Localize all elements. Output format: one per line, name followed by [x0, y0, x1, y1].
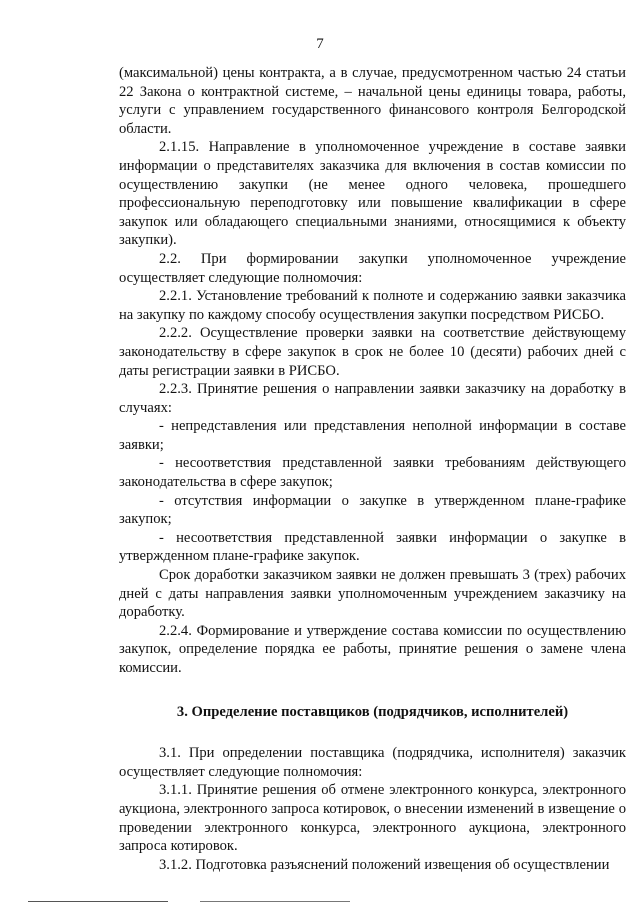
- paragraph: 3.1.1. Принятие решения об отмене электронного конкурса, электронного аукциона, электронного запроса котировок, о внесении изменений в извещение о проведении электронного конкурса, электронного аукциона, электронного запроса котировок.: [119, 782, 626, 855]
- paragraph: 3.1.2. Подготовка разъяснений положений извещения об осуществлении: [159, 856, 610, 873]
- scan-artifact-line: [28, 901, 168, 902]
- paragraph: 2.2.1. Установление требований к полноте и содержанию заявки заказчика на закупку по каждому способу осуществления закупки посредством РИСБО.: [119, 288, 626, 323]
- paragraph: 2.2. При формировании закупки уполномоченное учреждение осуществляет следующие полномочия:: [119, 250, 626, 286]
- section-heading: 3. Определение поставщиков (подрядчиков, исполнителей): [176, 703, 569, 720]
- page-number: 7: [316, 36, 324, 52]
- paragraph: 2.2.3. Принятие решения о направлении заявки заказчику на доработку в случаях:: [119, 381, 626, 416]
- document-body: [119, 64, 626, 874]
- paragraph: 2.2.2. Осуществление проверки заявки на соответствие действующему законодательству в сфере закупок в срок не более 10 (десяти) рабочих дней с даты регистрации заявки в РИСБО.: [119, 325, 626, 379]
- paragraph: 2.1.15. Направление в уполномоченное учреждение в составе заявки информации о представителях заказчика для включения в состав комиссии по осуществлению закупки (не менее одного человека, прошедшего профессиональную переподготовку или повышение квалификации в сфере закупок или обладающего специальными знаниями, относящимися к объекту закупки).: [119, 139, 626, 249]
- list-item: - непредставления или представления неполной информации в составе заявки;: [119, 418, 626, 453]
- list-item: - отсутствия информации о закупке в утвержденном плане-графике закупок;: [119, 492, 626, 528]
- paragraph: 2.2.4. Формирование и утверждение состава комиссии по осуществлению закупок, определение порядка ее работы, принятие решения о замене члена комиссии.: [119, 622, 626, 676]
- list-item: - несоответствия представленной заявки требованиям действующего законодательства в сфере закупок;: [119, 455, 626, 491]
- scan-artifact-line: [200, 901, 350, 902]
- paragraph: Срок доработки заказчиком заявки не должен превышать 3 (трех) рабочих дней с даты направления заявки уполномоченным учреждением заказчику на доработку.: [119, 567, 626, 621]
- paragraph: (максимальной) цены контракта, а в случае, предусмотренном частью 24 статьи 22 Закона о контрактной системе, – начальной цены единицы товара, работы, услуги с управлением государственного финансового контроля Белгородской области.: [119, 65, 626, 137]
- paragraph: 3.1. При определении поставщика (подрядчика, исполнителя) заказчик осуществляет следующие полномочия:: [119, 745, 626, 780]
- list-item: - несоответствия представленной заявки информации о закупке в утвержденном плане-графике закупок.: [119, 529, 626, 565]
